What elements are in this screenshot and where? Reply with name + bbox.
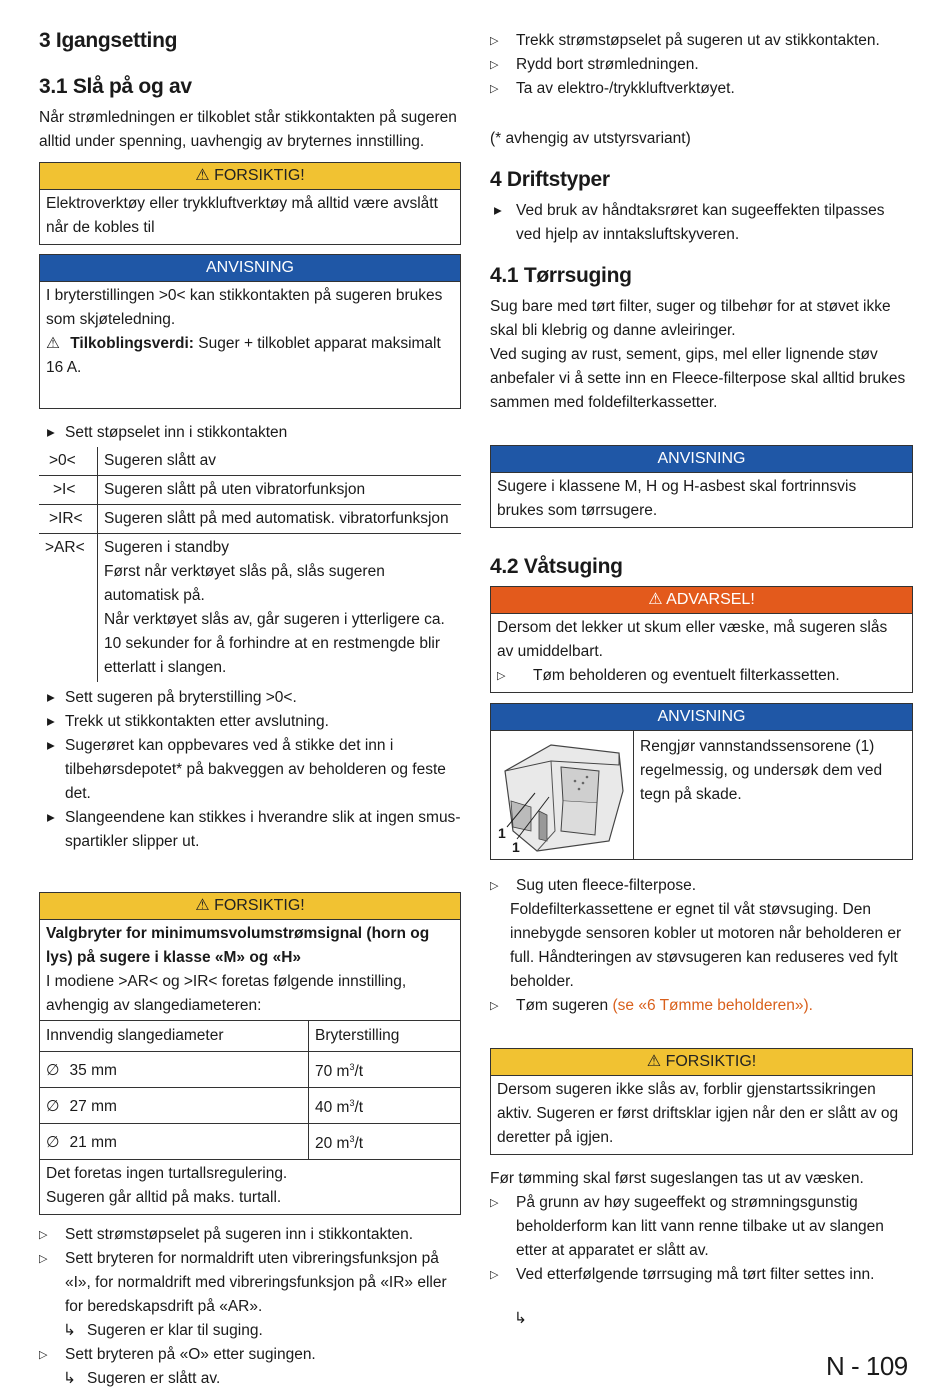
connection-value: ⚠ Tilkoblingsverdi: Suger + tilkoblet apparat maksimalt 16 A. <box>46 335 441 376</box>
step-triangle-icon: ▷ <box>39 1229 48 1242</box>
warning-triangle-icon: ⚠ <box>646 1053 662 1070</box>
notice-header: ANVISNING <box>40 255 460 282</box>
footnote: (* avhengig av utstyrsvariant) <box>490 130 691 147</box>
result-arrow-icon: ↳ <box>514 1310 527 1327</box>
diameter-icon: ∅ <box>46 1098 60 1116</box>
caution-text: Dersom sugeren ikke slås av, forblir gjenstartssikringen aktiv. Sugeren er først driftsklar igjen når den er slått av og deretter på igjen. <box>497 1081 899 1146</box>
warning-triangle-icon: ⚠ <box>195 167 210 184</box>
step-item: ▷ Tøm beholderen og eventuelt filterkassetten. <box>497 664 906 688</box>
bullet-icon: ▸ <box>494 202 502 219</box>
caution-box-restart <box>490 1048 913 1155</box>
left-column <box>39 26 461 1391</box>
step-triangle-icon: ▷ <box>497 670 506 682</box>
hose-diameter-table <box>40 1020 460 1160</box>
caution-text: I modiene >AR< og >IR< foretas følgende innstilling, avhengig av slangediameteren: <box>46 973 407 1014</box>
step-item: ▷ Sett bryteren for normaldrift uten vibreringsfunksjon på «I», for normaldrift med vibreringsfunksjon på «IR» eller for beredskapsdrift på «AR». <box>39 1247 461 1319</box>
step-item: ▸ Sugerøret kan oppbevares ved å stikke det inn i tilbehørsdepotet* på bakveggen av beholderen og feste det. <box>39 734 461 806</box>
step-item: ▷ Rydd bort strømledningen. <box>490 53 913 77</box>
diameter-icon: ∅ <box>46 1134 60 1152</box>
step-triangle-icon: ▷ <box>490 35 499 47</box>
notice-header: ANVISNING <box>491 704 912 731</box>
step-triangle-icon: ▷ <box>490 1269 499 1281</box>
bullet-icon: ▸ <box>47 689 55 706</box>
intro-text: Når strømledningen er tilkoblet står stikkontakten på sugeren alltid under spenning, uavhengig av bryternes innstilling. <box>39 109 457 150</box>
bullet-icon: ▸ <box>47 713 55 730</box>
step-item: ▷ Ved etterfølgende tørrsuging må tørt filter settes inn. <box>490 1263 913 1287</box>
result-item: ↳ Sugeren er slått av. <box>39 1367 461 1391</box>
mode-row: >0< Sugeren slått av <box>39 447 461 476</box>
step-triangle-icon: ▷ <box>39 1253 48 1266</box>
notice-box-sensors <box>490 703 913 860</box>
step-item: ▷ Sett strømstøpselet på sugeren inn i stikkontakten. <box>39 1223 461 1247</box>
step-item: ▸ Sett sugeren på bryterstilling >0<. <box>39 686 461 710</box>
step-item: ▸ Slangeendene kan stikkes i hverandre slik at ingen smusspartikler slipper ut. <box>39 806 461 854</box>
warning-text: Dersom det lekker ut skum eller væske, må sugeren slås av umiddelbart. <box>497 619 888 660</box>
table-header-row: Innvendig slangediameter Bryterstilling <box>40 1021 460 1052</box>
warning-triangle-icon: ⚠ <box>648 591 663 608</box>
step-plug-in: ▸ Sett støpselet inn i stikkontakten <box>39 421 461 445</box>
bullet-icon: ▸ <box>47 424 55 441</box>
caution-footnote: Det foretas ingen turtallsregulering. <box>46 1165 288 1183</box>
caution-heading: Valgbryter for minimumsvolumstrømsignal (horn og lys) på sugere i klasse «M» og «H» <box>46 925 430 966</box>
paragraph: Foldefilterkassettene er egnet til våt støvsuging. Den innebygde sensoren kobler ut motoren når beholderen er full. Håndteringen av støvsugeren kan reduseres ved fylt beholder. <box>510 901 902 990</box>
step-item: ▷ Ta av elektro-/trykkluftverktøyet. <box>490 77 913 101</box>
notice-box-socket <box>39 254 461 409</box>
section-title: 3 Igangsetting <box>39 29 178 52</box>
diameter-icon: ∅ <box>46 1062 60 1079</box>
caution-box-volume-signal <box>39 892 461 1215</box>
step-triangle-icon: ▷ <box>490 83 499 95</box>
warning-triangle-icon: ⚠ <box>195 897 210 914</box>
step-triangle-icon: ▷ <box>490 1197 499 1209</box>
page-number: N - 109 <box>826 1351 908 1381</box>
callout-label: 1 <box>512 839 520 855</box>
step-item: ▷ Sug uten fleece-filterpose. <box>490 874 913 898</box>
result-arrow-icon: ↳ <box>63 1322 76 1340</box>
mode-row: >IR< Sugeren slått på med automatisk. vibratorfunksjon <box>39 505 461 534</box>
warning-box-foam <box>490 586 913 693</box>
subsection-title: 4.2 Våtsuging <box>490 555 623 578</box>
warning-header: ⚠ ADVARSEL! <box>491 587 912 614</box>
bullet-icon: ▸ <box>47 737 55 754</box>
callout-label: 1 <box>498 825 506 841</box>
result-arrow-icon: ↳ <box>63 1370 76 1388</box>
bullet-icon: ▸ <box>47 809 55 826</box>
switch-modes-table <box>39 447 461 682</box>
caution-footnote: Sugeren går alltid på maks. turtall. <box>46 1189 282 1207</box>
step-item: ▷ På grunn av høy sugeeffekt og strømningsgunstig beholderform kan litt vann renne tilbake ut av slangen etter at apparatet er slått av. <box>490 1191 913 1263</box>
caution-box-connect <box>39 162 461 245</box>
right-column <box>490 29 913 1327</box>
notice-text: Sugere i klassene M, H og H-asbest skal fortrinnsvis brukes som tørrsugere. <box>497 478 857 519</box>
step-item: ▷ Sett bryteren på «O» etter sugingen. <box>39 1343 461 1367</box>
caution-header: ⚠ FORSIKTIG! <box>40 163 460 190</box>
vacuum-container-illustration <box>491 731 634 859</box>
mode-row: >AR< Sugeren i standby Først når verktøyet slås på, slås sugeren automatisk på. Når verktøyet slås av, går sugeren i ytterligere ca. 10 sekunder for å forhindre at en restmengde blir etterlatt i slangen. <box>39 534 461 683</box>
warning-triangle-icon: ⚠ <box>46 335 60 352</box>
notice-header: ANVISNING <box>491 446 912 473</box>
result-item: ↳ Sugeren er klar til suging. <box>39 1319 461 1343</box>
step-item: ▷ Trekk strømstøpselet på sugeren ut av stikkontakten. <box>490 29 913 53</box>
caution-header: ⚠ FORSIKTIG! <box>40 893 460 920</box>
paragraph: Ved suging av rust, sement, gips, mel eller lignende støv anbefaler vi å sette inn en Fleece-filterpose skal alltid brukes sammen med foldefilterkassetter. <box>490 346 906 411</box>
table-row: ∅ 35 mm 70 $m^3/t$ <box>40 1052 460 1088</box>
step-item: ▸ Trekk ut stikkontakten etter avslutning. <box>39 710 461 734</box>
notice-text: Rengjør vannstandssensorene (1) regelmessig, og undersøk dem ved tegn på skade. <box>640 738 883 803</box>
step-item: ▷ Tøm sugeren (se «6 Tømme beholderen»). <box>490 994 913 1018</box>
mode-row: >I< Sugeren slått på uten vibratorfunksjon <box>39 476 461 505</box>
step-triangle-icon: ▷ <box>490 880 499 892</box>
subsection-title: 3.1 Slå på og av <box>39 75 192 98</box>
caution-header: ⚠ FORSIKTIG! <box>491 1049 912 1076</box>
notice-text: I bryterstillingen >0< kan stikkontakten på sugeren brukes som skjøteledning. <box>46 287 443 328</box>
subsection-title: 4.1 Tørrsuging <box>490 264 632 287</box>
table-row: ∅ 21 mm 20 $m^3/t$ <box>40 1124 460 1160</box>
cross-reference-link[interactable]: (se «6 Tømme beholderen»). <box>612 997 813 1014</box>
section-title: 4 Driftstyper <box>490 168 610 191</box>
step-triangle-icon: ▷ <box>490 1000 499 1012</box>
step-triangle-icon: ▷ <box>490 59 499 71</box>
step-item: ▸ Ved bruk av håndtaksrøret kan sugeeffekten tilpasses ved hjelp av inntaksluftskyveren. <box>490 199 913 247</box>
paragraph: Før tømming skal først sugeslangen tas ut av væsken. <box>490 1170 864 1187</box>
caution-text: Elektroverktøy eller trykkluftverktøy må alltid være avslått når de kobles til <box>46 195 438 236</box>
step-triangle-icon: ▷ <box>39 1349 48 1362</box>
table-row: ∅ 27 mm 40 $m^3/t$ <box>40 1088 460 1124</box>
paragraph: Sug bare med tørt filter, suger og tilbehør for at støvet ikke skal bli klebrig og danne avleiringer. <box>490 298 891 339</box>
notice-box-dry <box>490 445 913 528</box>
